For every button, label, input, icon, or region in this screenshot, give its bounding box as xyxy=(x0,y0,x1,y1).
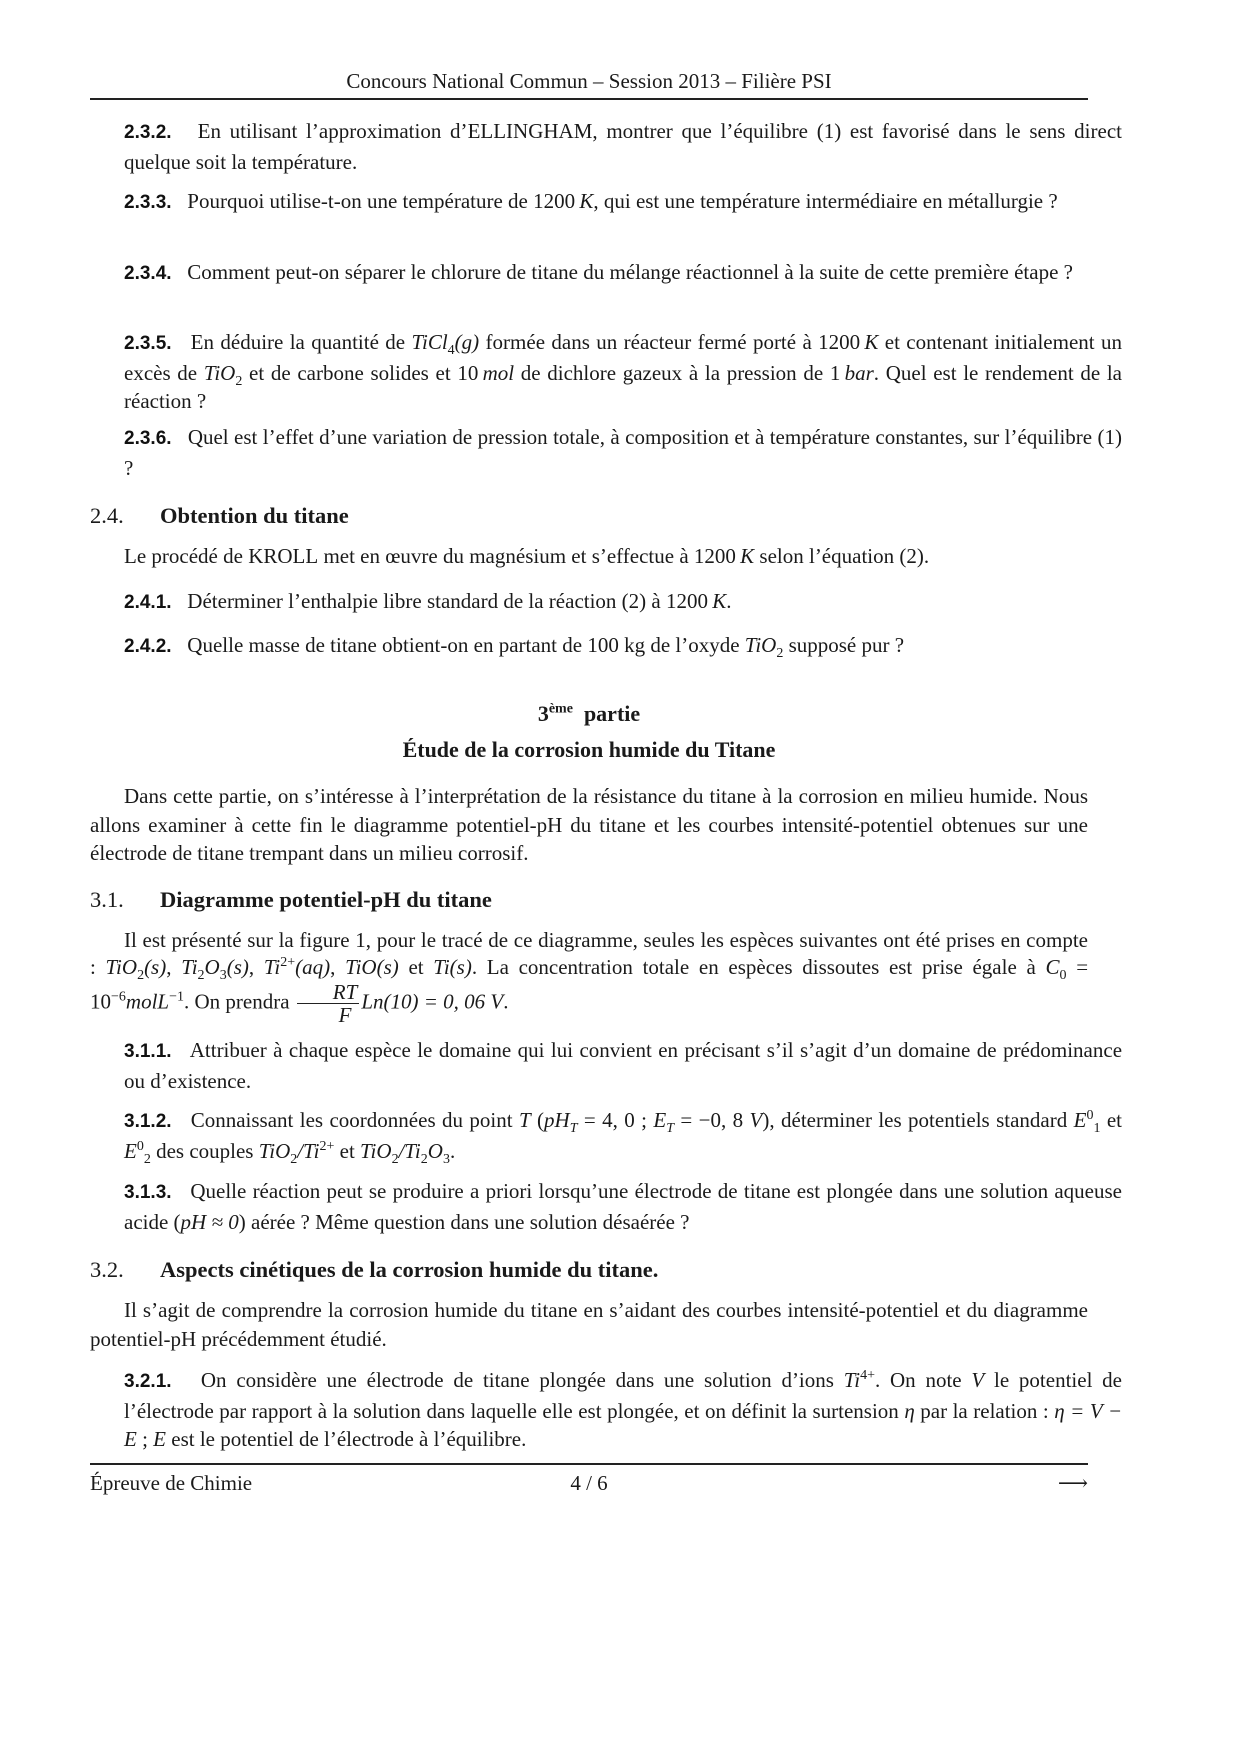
next-page-arrow-icon: ⟶ xyxy=(1057,1471,1088,1495)
part-3-title: Étude de la corrosion humide du Titane xyxy=(402,737,776,762)
question-2-4-1: 2.4.1. Déterminer l’enthalpie libre standard de la réaction (2) à 1200 K. xyxy=(124,589,732,613)
section-3-1-intro: Il est présenté sur la figure 1, pour le tracé de ce diagramme, seules les espèces suivantes ont été prises en compte : TiO$_2$(s), $Ti_2O_3(s)$, $Ti^{2+}(aq)$, TiO(s) et Ti(s). La concentration totale en espèces dissoutes est prise égale à $C_0$ = $10^{-6}molL^{-1}$. On prendra $\frac{RT}{F}$ Ln(10) = 0, 06 V. xyxy=(90,928,1089,1027)
section-2-4-intro: Le procédé de KROLL met en œuvre du magnésium et s’effectue à 1200 K selon l’équation (2). xyxy=(124,544,930,568)
page-header: Concours National Commun – Session 2013 – Filière PSI xyxy=(346,69,832,93)
question-2-3-3: 2.3.3. Pourquoi utilise-t-on une température de 1200 K, qui est une température intermédiaire en métallurgie ? xyxy=(124,189,1058,213)
question-2-3-5: 2.3.5. En déduire la quantité de TiCl$_4$(g) formée dans un réacteur fermé porté à 1200 K et contenant initialement un excès de TiO$_2$ et de carbone solides et 10 mol de dichlore gazeux à la pression de 1 bar. Quel est le rendement de la réaction ? xyxy=(124,330,1123,413)
question-3-1-3: 3.1.3. Quelle réaction peut se produire a priori lorsqu’une électrode de titane est plongée dans une solution aqueuse acide (pH ≈ 0) aérée ? Même question dans une solution désaérée ? xyxy=(124,1179,1122,1234)
footer-exam-name: Épreuve de Chimie xyxy=(90,1471,253,1495)
question-3-1-1: 3.1.1. Attribuer à chaque espèce le domaine qui lui convient en précisant s’il s’agit d’un domaine de prédominance ou d’existence. xyxy=(124,1038,1123,1093)
question-2-4-2: 2.4.2. Quelle masse de titane obtient-on en partant de 100 kg de l’oxyde TiO$_2$ supposé pur ? xyxy=(124,633,905,662)
part-3-heading: 3ème partie xyxy=(537,701,641,726)
header-rule xyxy=(90,98,1088,100)
question-2-3-4: 2.3.4. Comment peut-on séparer le chlorure de titane du mélange réactionnel à la suite de cette première étape ? xyxy=(124,260,1073,284)
section-2-4-heading: 2.4. Obtention du titane xyxy=(90,503,349,528)
part-3-intro: Dans cette partie, on s’intéresse à l’interprétation de la résistance du titane à la corrosion en milieu humide. Nous allons examiner à cette fin le diagramme potentiel-pH du titane et les courbes intensité-potentiel obtenues sur une électrode de titane trempant dans un milieu corrosif. xyxy=(90,784,1088,865)
section-3-2-heading: 3.2. Aspects cinétiques de la corrosion humide du titane. xyxy=(90,1257,659,1282)
rt-over-f-fraction: $\frac{RT}{F}$ xyxy=(297,981,360,1026)
question-2-3-2: 2.3.2. En utilisant l’approximation d’ELLINGHAM, montrer que l’équilibre (1) est favorisé dans le sens direct quelque soit la température. xyxy=(124,119,1122,174)
footer-page-number: 4 / 6 xyxy=(570,1471,608,1495)
question-3-2-1: 3.2.1. On considère une électrode de titane plongée dans une solution d’ions $Ti^{4+}$. On note V le potentiel de l’électrode par rapport à la solution dans laquelle elle est plongée, et on définit la surtension η par la relation : η = V − E ; E est le potentiel de l’électrode à l’équilibre. xyxy=(124,1368,1122,1451)
question-2-3-6: 2.3.6. Quel est l’effet d’une variation de pression totale, à composition et à température constantes, sur l’équilibre (1) ? xyxy=(124,425,1123,480)
question-3-1-2: 3.1.2. Connaissant les coordonnées du point T ($pH_T = 4$, 0 ; $E_T = -0$, 8 V), déterminer les potentiels standard $E^0_1$ et $E^0_2$ des couples $TiO_2/Ti^{2+}$ et $TiO_2/Ti_2O_3$. xyxy=(124,1108,1123,1167)
section-3-2-intro: Il s’agit de comprendre la corrosion humide du titane en s’aidant des courbes intensité-potentiel et du diagramme potentiel-pH précédemment étudié. xyxy=(90,1298,1088,1351)
section-3-1-heading: 3.1. Diagramme potentiel-pH du titane xyxy=(90,887,492,912)
document-page xyxy=(90,0,1123,1754)
footer-rule xyxy=(90,1463,1088,1465)
